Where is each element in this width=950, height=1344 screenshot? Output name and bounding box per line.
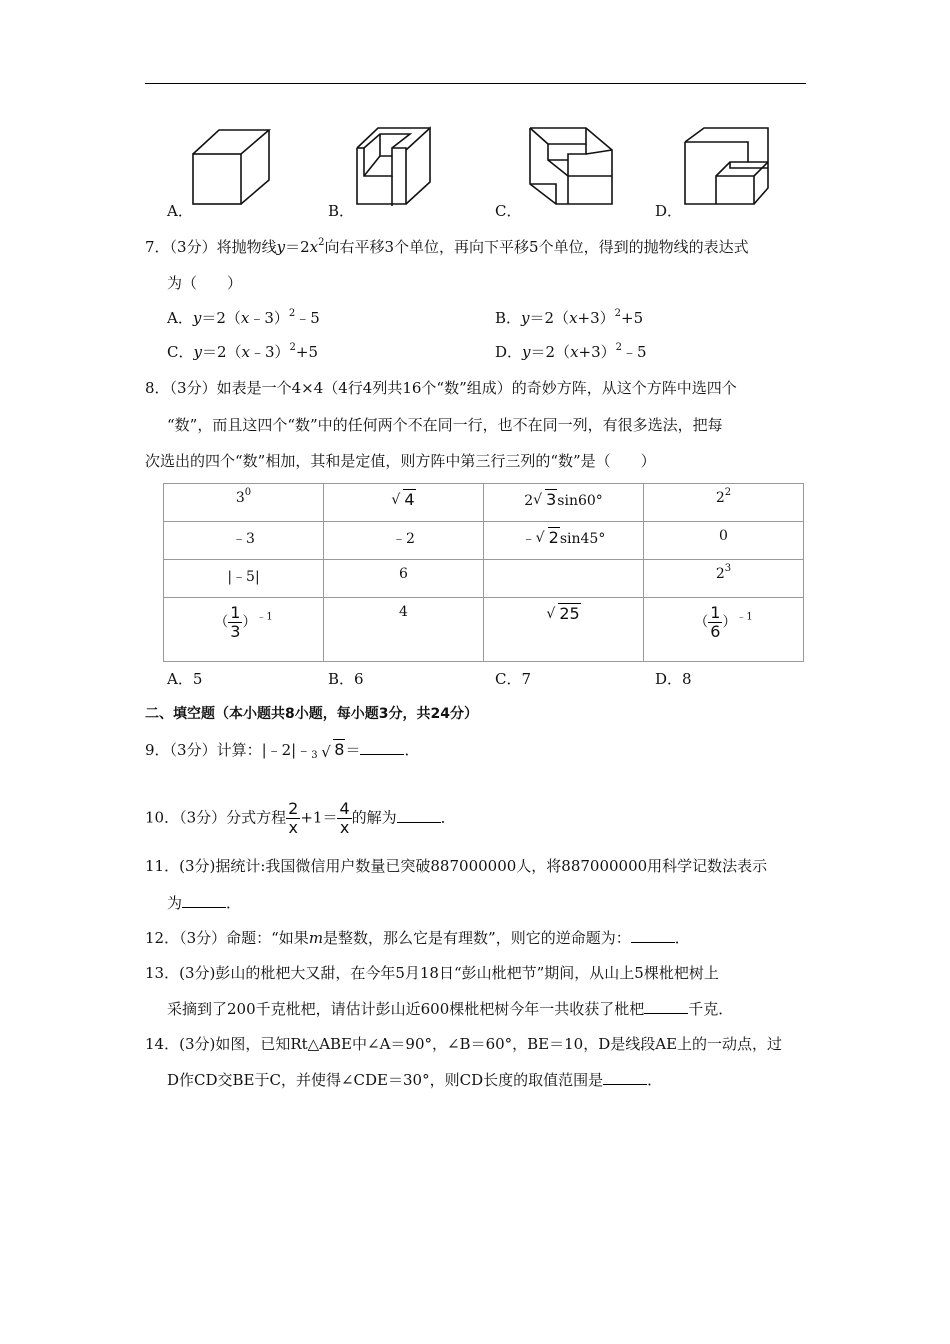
table-cell: $2^2$ (644, 484, 804, 522)
q8-line3: 次选出的四个“数”相加，其和是定值，则方阵中第三行三列的“数”是（ ） (145, 452, 656, 470)
table-cell: （ $\frac{1}{3}$ ）$^{﹣1}$ (164, 598, 324, 662)
q8-option-b[interactable]: B．6 (328, 670, 364, 688)
table-row (164, 560, 804, 598)
option-label-b: B． (328, 202, 355, 220)
magic-square-table (163, 483, 804, 662)
option-label-d: D． (655, 202, 683, 220)
q14-line1: 14．(3分)如图，已知Rt△ABE中∠A＝90°，∠B＝60°，BE＝10，D是线段AE上的一动点，过 (145, 1035, 783, 1053)
q7-stem-end: 为（ ） (167, 274, 243, 292)
q8-line2: “数”，而且这四个“数”中的任何两个不在同一行，也不在同一列，有很多选法，把每 (167, 416, 723, 434)
table-cell: √ 25 (484, 598, 644, 662)
q13-line2: 采摘到了200千克枇杷，请估计彭山近600棵枇杷树今年一共收获了枇杷 千克． (167, 1000, 734, 1018)
table-cell-target (484, 560, 644, 598)
q9-stem: 9．（3分）计算：|﹣2|﹣ 3 √ 8＝ ． (145, 740, 420, 761)
q9-answer-blank[interactable] (360, 740, 404, 755)
q14-answer-blank[interactable] (603, 1070, 647, 1085)
table-cell: 4 (324, 598, 484, 662)
q10-answer-blank[interactable] (397, 808, 441, 823)
q8-option-a[interactable]: A．5 (167, 670, 203, 688)
figure-d-cube-notched (682, 126, 772, 206)
q8-option-d[interactable]: D．8 (655, 670, 692, 688)
q7-option-d[interactable]: D．$y=2(x+3)^2﹣5$ (495, 342, 647, 361)
header-rule (145, 83, 806, 84)
table-cell: 2 √ 3sin60° (484, 484, 644, 522)
q7-option-b[interactable]: B．$y=2(x+3)^2+5$ (495, 308, 644, 327)
q12-stem: 12．（3分）命题：“如果m是整数，那么它是有理数”，则它的逆命题为： ． (145, 929, 690, 947)
q8-line1: 8．（3分）如表是一个4×4（4行4列共16个“数”组成）的奇妙方阵，从这个方阵中选四个 (145, 379, 737, 397)
figure-a-cube (190, 126, 275, 206)
section-title: 二、填空题（本小题共8小题，每小题3分，共24分） (145, 706, 478, 722)
q12-answer-blank[interactable] (631, 928, 675, 943)
q14-line2: D作CD交BE于C，并使得∠CDE＝30°，则CD长度的取值范围是 ． (167, 1071, 663, 1089)
table-cell: ﹣ √ 2sin45° (484, 522, 644, 560)
table-row (164, 598, 804, 662)
table-cell: ﹣2 (324, 522, 484, 560)
figure-b-cube-notched (354, 124, 434, 208)
q7-option-a[interactable]: A．y＝2（x﹣3）$^2$﹣5 (167, 308, 320, 327)
table-cell: 0 (644, 522, 804, 560)
table-cell: $2^3$ (644, 560, 804, 598)
table-cell: （ $\frac{1}{6}$ ）$^{﹣1}$ (644, 598, 804, 662)
q11-answer-blank[interactable] (182, 893, 226, 908)
option-label-a: A． (167, 202, 193, 220)
q7-stem: 7．（3分）将抛物线$y=2x^2$向右平移3个单位，再向下平移5个单位，得到的抛物线的表达式 (145, 237, 749, 256)
q10-stem: 10．（3分）分式方程 $\frac{2}{x}$ +1＝ $\frac{4}{x}$ 的解为 ． (145, 799, 456, 837)
q8-option-c[interactable]: C．7 (495, 670, 532, 688)
table-cell: 6 (324, 560, 484, 598)
table-row (164, 484, 804, 522)
figure-c-cube-notched (526, 124, 616, 208)
q11-line1: 11．(3分)据统计:我国微信用户数量已突破887000000人，将887000000用科学记数法表示 (145, 857, 768, 875)
option-label-c: C． (495, 202, 522, 220)
q13-line1: 13．(3分)彭山的枇杷大又甜，在今年5月18日“彭山枇杷节”期间，从山上5棵枇杷树上 (145, 964, 719, 982)
table-cell: |﹣5| (164, 560, 324, 598)
q11-line2: 为 ． (167, 894, 242, 912)
table-cell: ﹣3 (164, 522, 324, 560)
table-cell: $3^0$ (164, 484, 324, 522)
table-cell: √ 4 (324, 484, 484, 522)
table-row (164, 522, 804, 560)
q7-option-c[interactable]: C．y＝2（x﹣3）$^2$+5 (167, 342, 319, 361)
q13-answer-blank[interactable] (644, 999, 688, 1014)
